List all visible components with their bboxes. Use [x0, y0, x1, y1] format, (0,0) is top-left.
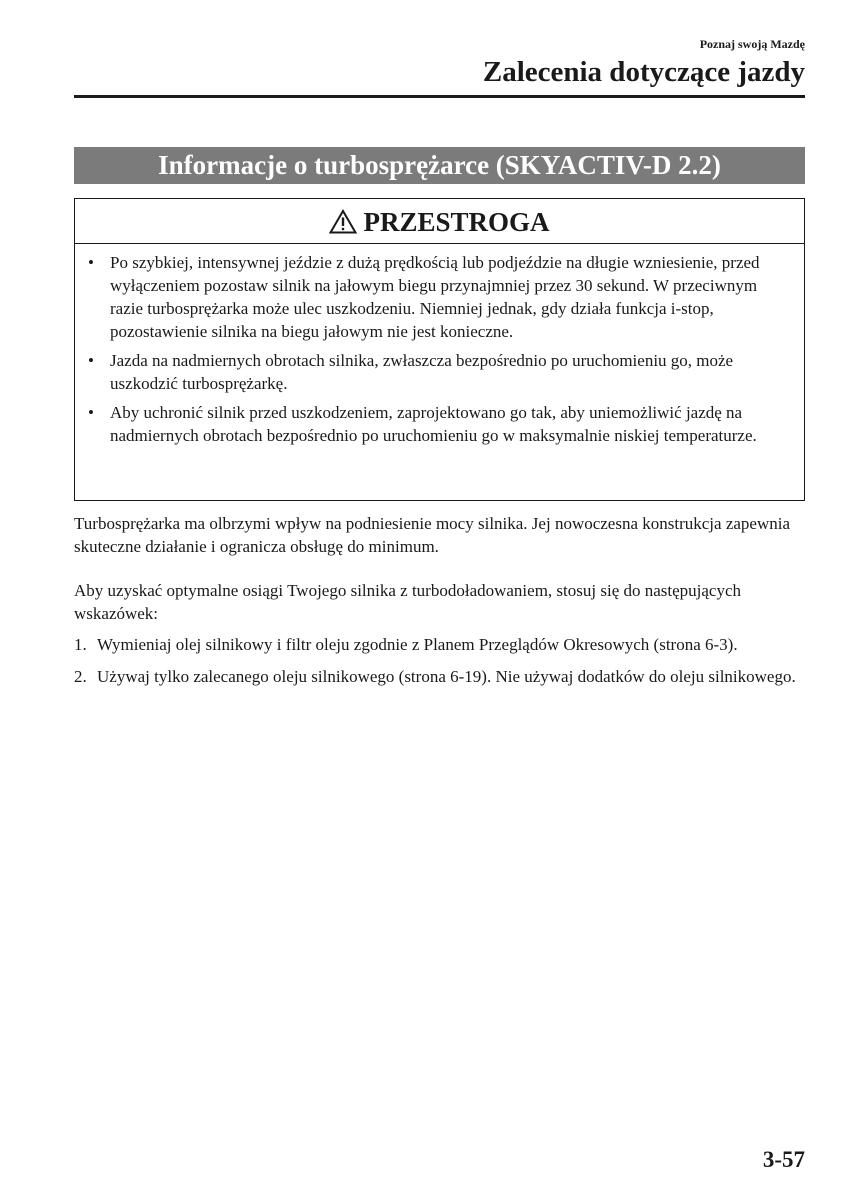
bullet-icon: • [88, 351, 94, 370]
page-number: 3-57 [762, 1147, 805, 1172]
caution-title: PRZESTROGA [363, 207, 550, 237]
bullet-icon: • [88, 403, 94, 422]
caution-item [88, 349, 794, 395]
caution-item-text: Po szybkiej, intensywnej jeździe z dużą prędkością lub podjeździe na długie wzniesienie, przed wyłączeniem pozostaw silnik na jałowym biegu przynajmniej przez 30 sekund. W przeciwnym razie turbosprężarka może ulec uszkodzeniu. Niemniej jednak, gdy działa funkcja i-stop, pozostawienie silnika na biegu jałowym nie jest konieczne. [110, 253, 760, 341]
header-rule [74, 95, 805, 98]
caution-item-text: Aby uchronić silnik przed uszkodzeniem, zaprojektowano go tak, aby uniemożliwić jazdę na nadmiernych obrotach bezpośrednio po uruchomieniu go w maksymalnie niskiej temperaturze. [110, 403, 757, 445]
body-paragraph-intro: Turbosprężarka ma olbrzymi wpływ na podniesienie mocy silnika. Jej nowoczesna konstrukcja zapewnia skuteczne działanie i ogranicza obsługę do minimum. [74, 514, 791, 556]
caution-box [74, 198, 805, 501]
step-number: 2. [74, 667, 87, 686]
caution-header [75, 199, 804, 244]
section-title: Zalecenia dotyczące jazdy [482, 56, 805, 88]
topic-banner: Informacje o turbosprężarce (SKYACTIV-D 2.2) [74, 147, 805, 184]
chapter-label: Poznaj swoją Mazdę [699, 37, 805, 51]
bullet-icon: • [88, 253, 94, 272]
maintenance-steps [74, 633, 805, 697]
step-item [74, 633, 805, 656]
caution-item-text: Jazda na nadmiernych obrotach silnika, zwłaszcza bezpośrednio po uruchomieniu go, może uszkodzić turbosprężarkę. [110, 351, 734, 393]
step-text: Używaj tylko zalecanego oleju silnikowego (strona 6-19). Nie używaj dodatków do oleju silnikowego. [97, 667, 796, 686]
caution-item [88, 401, 794, 447]
caution-item [88, 251, 794, 343]
caution-list [75, 244, 804, 447]
step-item [74, 665, 805, 688]
step-text: Wymieniaj olej silnikowy i filtr oleju zgodnie z Planem Przeglądów Okresowych (strona 6-3). [97, 635, 738, 654]
body-paragraph-tips: Aby uzyskać optymalne osiągi Twojego silnika z turbodoładowaniem, stosuj się do następujących wskazówek: [74, 581, 742, 623]
step-number: 1. [74, 635, 87, 654]
warning-triangle-icon [329, 209, 357, 234]
